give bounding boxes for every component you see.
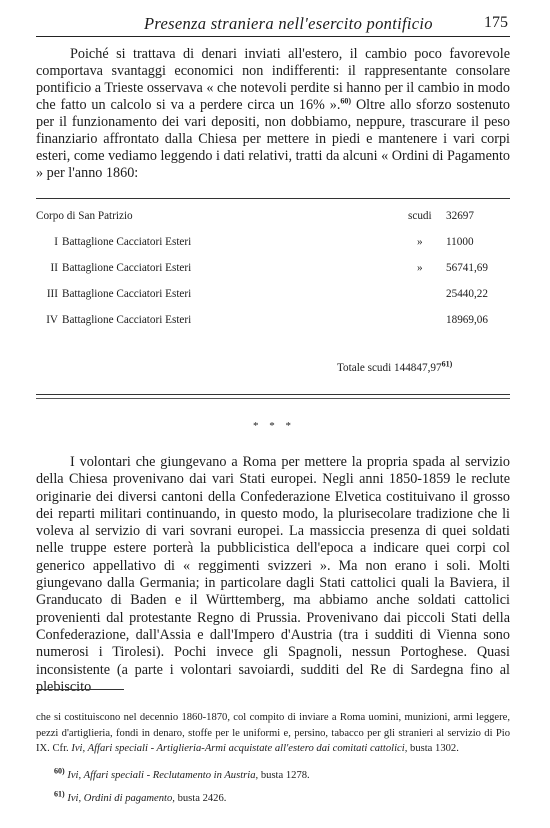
table-bottom-rule <box>36 394 510 395</box>
page-number: 175 <box>484 14 508 31</box>
row-label: Corpo di San Patrizio <box>36 210 133 222</box>
payment-table <box>36 210 510 340</box>
row-label: Battaglione Cacciatori Esteri <box>62 262 192 274</box>
table-bottom-rule-thin <box>36 398 510 399</box>
paragraph-volunteers <box>36 454 510 696</box>
header-rule <box>36 36 510 37</box>
row-value: 25440,22 <box>446 288 488 300</box>
note-ref-61: 61) <box>441 359 453 369</box>
row-currency: » <box>417 262 423 274</box>
footnote-tail: busta 1278. <box>260 770 310 781</box>
row-value: 11000 <box>446 236 474 248</box>
footnote-tail: busta 1302. <box>410 743 459 754</box>
paragraph-intro <box>36 46 510 182</box>
total-label: Totale scudi <box>337 362 392 374</box>
row-label: Battaglione Cacciatori Esteri <box>62 314 192 326</box>
row-value: 32697 <box>446 210 474 222</box>
footnote-continuation <box>36 710 510 757</box>
paragraph-intro-text: Poiché si trattava di denari inviati all'estero, il cambio poco favorevole comportava svantaggi economici non indifferenti: il rappresentante consolare pontificio a Trieste osservava « che notevoli perdite si hanno per il cambio in modo che fatto un calcolo si va a perdere circa un 16% ». <box>36 46 510 113</box>
row-value: 18969,06 <box>446 314 488 326</box>
row-currency: » <box>417 236 423 248</box>
table-total <box>337 359 453 374</box>
table-row <box>36 262 510 288</box>
footnote-source: Ivi, Affari speciali - Reclutamento in Austria, <box>67 770 259 781</box>
table-row <box>36 288 510 314</box>
row-label: Battaglione Cacciatori Esteri <box>62 236 192 248</box>
footnote-number: 61) <box>54 789 65 799</box>
row-currency: scudi <box>408 210 432 222</box>
footnote-number: 60) <box>54 766 65 776</box>
section-separator: * * * <box>253 420 295 432</box>
row-label: Battaglione Cacciatori Esteri <box>62 288 192 300</box>
footnote-text: che si costituiscono nel decennio 1860-1870, col compito di inviare a Roma uomini, munizioni, armi leggere, pezzi d'artiglieria, fondi in denaro, stoffe per le uniformi e, persino, tabacco per gli stranieri al servizio di Pio IX. Cfr. <box>36 712 510 754</box>
running-header <box>36 14 510 38</box>
running-title: Presenza straniera nell'esercito pontificio <box>144 14 433 33</box>
row-number: III <box>46 288 58 300</box>
paragraph-volunteers-text: I volontari che giungevano a Roma per mettere la propria spada al servizio della Chiesa provenivano dai vari Stati europei. Negli anni 1850-1859 le reclute originarie dei diversi cantoni della Confederazione Elvetica costituivano il grosso dei reparti militari continuando, in questo modo, la plurisecolare tradizione che li voleva al servizio di vari sovrani europei. La massiccia presenza di quei soldati nelle truppe estere porterà la pubblicistica dell'epoca a indicare quei corpi col generico appellativo di « reggimenti svizzeri ». Ma non erano i soli. Molti giungevano dalla Germania; in particolare dagli Stati cattolici quali la Baviera, il Granducato di Baden e il Württemberg, ma abbiamo anche soldati cattolici provenienti dal protestante Regno di Prussia. Provenivano dai piccoli Stati della Confederazione, dall'Assia e dall'Impero d'Austria (tra i sudditi di Vienna sono numerosi i Tirolesi). Pochi invece gli Spagnoli, nessun Portoghese. Quasi inconsistente (a parte i volontari savoiardi, sudditi del Re di Sardegna fino al plebiscito <box>36 454 510 695</box>
table-row <box>36 210 510 236</box>
footnote-61 <box>36 791 510 807</box>
row-number: IV <box>46 314 58 326</box>
footnote-60 <box>36 768 510 784</box>
note-ref-60: 60) <box>340 96 352 106</box>
paragraph-intro-tail: Oltre allo sforzo sostenuto per il funzionamento dei vari depositi, non dobbiamo, neppure, trascurare il peso finanziario affrontato dalla Chiesa per mettere in piedi e mantenere i vari corpi esteri, come vediamo leggendo i dati relativi, tratti da alcuni « Ordini di Pagamento » per l'anno 1860: <box>36 97 511 181</box>
table-top-rule <box>36 198 510 199</box>
footnote-tail: busta 2426. <box>177 793 227 804</box>
footnote-source: Ivi, Ordini di pagamento, <box>67 793 175 804</box>
row-number: I <box>54 236 58 248</box>
table-row <box>36 236 510 262</box>
row-value: 56741,69 <box>446 262 488 274</box>
total-value: 144847,97 <box>394 362 442 374</box>
footnote-rule <box>36 689 124 690</box>
table-row <box>36 314 510 340</box>
footnote-source: Ivi, Affari speciali - Artiglieria-Armi acquistate all'estero dai comitati cattolici, <box>71 743 408 754</box>
row-number: II <box>50 262 58 274</box>
